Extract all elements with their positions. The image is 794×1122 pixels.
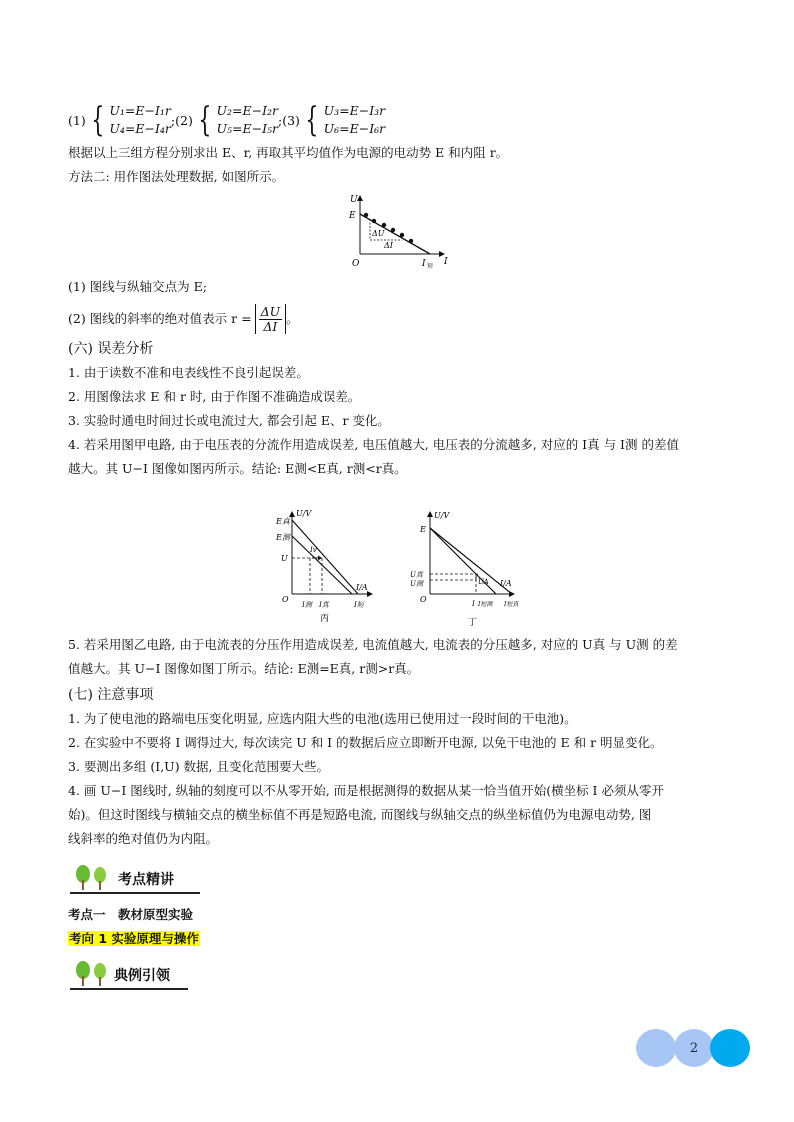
graph-point bbox=[382, 223, 386, 227]
bing-label-imeas: I测 bbox=[302, 601, 312, 609]
error-item-5-line2: 值越大。其 U−I 图像如图丁所示。结论: E测=E真, r测>r真。 bbox=[68, 661, 420, 676]
dianli-tag bbox=[70, 960, 202, 990]
bing-label-etrue: E真 bbox=[276, 517, 290, 526]
tree-icon bbox=[72, 960, 114, 988]
note-item-4-line3: 线斜率的绝对值仍为内阻。 bbox=[68, 831, 219, 846]
ding-u-arrow bbox=[427, 511, 433, 517]
bing-label-ia: I/A bbox=[356, 583, 368, 592]
method1-summary: 根据以上三组方程分别求出 E、r, 再取其平均值作为电源的电动势 E 和内阻 r。 bbox=[68, 145, 509, 160]
graph-label-i: I bbox=[444, 257, 448, 267]
error-analysis-heading: (六) 误差分析 bbox=[68, 341, 154, 357]
brace-2: { bbox=[198, 100, 212, 140]
kaoxiang-1-row bbox=[68, 930, 200, 948]
kaoxiang-1-title: 考向 1 实验原理与操作 bbox=[69, 931, 199, 946]
error-item-4-line2: 越大。其 U−I 图像如图丙所示。结论: E测<E真, r测<r真。 bbox=[68, 461, 407, 476]
figure-bing bbox=[274, 506, 378, 626]
brace-3: { bbox=[305, 100, 319, 140]
graph-point bbox=[391, 228, 395, 232]
footer-circle-left bbox=[636, 1029, 676, 1067]
g1-eq2: U₄=E−I₄r bbox=[109, 121, 171, 136]
error-item-3: 3. 实验时通电时间过长或电流过大, 都会引起 E、r 变化。 bbox=[68, 413, 390, 428]
method2-title: 方法二: 用作图法处理数据, 如图所示。 bbox=[68, 169, 285, 184]
bing-u-arrow bbox=[289, 511, 295, 517]
graph-label-o: O bbox=[352, 259, 360, 269]
graph-point bbox=[409, 239, 413, 243]
kaodian-tag-label: 考点精讲 bbox=[118, 872, 174, 888]
fraction-denominator: ΔI bbox=[263, 318, 278, 334]
equation-groups bbox=[68, 100, 385, 140]
bing-label-iv: Iv bbox=[310, 546, 317, 554]
tree-icon bbox=[72, 864, 114, 892]
ding-label-ua: UA bbox=[478, 578, 489, 586]
group1-label: (1) bbox=[68, 112, 86, 128]
graph-label-ishort: I bbox=[422, 259, 426, 269]
g2-eq2: U₅=E−I₅r bbox=[216, 121, 279, 136]
graph-label-ishort-sub: 短 bbox=[427, 263, 434, 270]
graph-point bbox=[372, 219, 376, 223]
graph-label-u: U bbox=[350, 195, 358, 205]
notes-heading: (七) 注意事项 bbox=[68, 687, 154, 703]
g1-eq1: U₁=E−I₁r bbox=[109, 103, 171, 118]
bing-label-itrue: I真 bbox=[319, 601, 329, 609]
method2-point2 bbox=[68, 304, 299, 334]
g2-eq1: U₂=E−I₂r bbox=[216, 103, 279, 118]
bing-label-uv: U/V bbox=[296, 509, 312, 518]
ding-label-e: E bbox=[420, 525, 426, 534]
note-item-4-line1: 4. 画 U−I 图线时, 纵轴的刻度可以不从零开始, 而是根据测得的数据从某一恰当值开始(横坐标 I 必须从零开 bbox=[68, 783, 664, 798]
bing-true-line bbox=[292, 520, 358, 594]
ding-label-ia: I/A bbox=[500, 579, 512, 588]
ding-label-o: O bbox=[420, 595, 427, 604]
graph-fit-line bbox=[360, 214, 430, 254]
graph-label-du: ΔU bbox=[372, 229, 385, 238]
error-item-4-line1: 4. 若采用图甲电路, 由于电压表的分流作用造成误差, 电压值越大, 电压表的分流越多, 对应的 I真 与 I测 的差值 bbox=[68, 437, 679, 452]
graph-u-arrow bbox=[357, 195, 363, 201]
note-item-4-line2: 始)。但这时图线与横轴交点的横坐标值不再是短路电流, 而图线与纵轴交点的纵坐标值仍为电源电动势, 图 bbox=[68, 807, 652, 822]
note-item-2: 2. 在实验中不要将 I 调得过大, 每次读完 U 和 I 的数据后应立即断开电源, 以免干电池的 E 和 r 明显变化。 bbox=[68, 735, 663, 750]
ding-label-uv: U/V bbox=[434, 511, 450, 520]
error-item-5-line1: 5. 若采用图乙电路, 由于电流表的分压作用造成误差, 电流值越大, 电流表的分压越多, 对应的 U真 与 U测 的差 bbox=[68, 637, 678, 652]
error-item-1: 1. 由于读数不准和电表线性不良引起误差。 bbox=[68, 365, 309, 380]
g3-eq1: U₃=E−I₃r bbox=[323, 103, 386, 118]
error-item-2: 2. 用图像法求 E 和 r 时, 由于作图不准确造成误差。 bbox=[68, 389, 361, 404]
bing-label-o: O bbox=[282, 595, 289, 604]
group3-label: ;(3) bbox=[278, 112, 300, 128]
kaodian-1-title: 考点一 教材原型实验 bbox=[68, 907, 194, 922]
group1-equations bbox=[109, 102, 171, 138]
brace-1: { bbox=[91, 100, 105, 140]
group3-equations bbox=[324, 102, 386, 138]
graph-point bbox=[364, 213, 368, 217]
bing-label-emeas: E测 bbox=[276, 533, 290, 542]
graph-label-di: ΔI bbox=[384, 241, 393, 250]
g3-eq2: U₆=E−I₆r bbox=[323, 121, 386, 136]
bing-i-arrow bbox=[367, 591, 373, 597]
ding-label-ishort-meas: I短测 bbox=[478, 601, 493, 608]
point2-prefix: (2) 图线的斜率的绝对值表示 r = bbox=[68, 311, 252, 326]
ding-label-i: I bbox=[472, 600, 475, 608]
ding-caption: 丁 bbox=[468, 618, 478, 628]
footer-circle-right bbox=[710, 1029, 750, 1067]
ding-label-ishort-true: I短真 bbox=[504, 601, 519, 608]
graph-point bbox=[400, 233, 404, 237]
kaodian-underline bbox=[70, 892, 200, 894]
bing-iv-arrowhead bbox=[318, 556, 322, 561]
figure-ding bbox=[408, 506, 532, 630]
note-item-3: 3. 要测出多组 (I,U) 数据, 且变化范围要大些。 bbox=[68, 759, 329, 774]
dianli-underline bbox=[70, 988, 188, 990]
abs-fraction bbox=[255, 304, 287, 334]
method2-point1: (1) 图线与纵轴交点为 E; bbox=[68, 279, 207, 294]
graph-label-e: E bbox=[349, 211, 356, 221]
page-number: 2 bbox=[689, 1040, 699, 1056]
method2-graph bbox=[340, 192, 460, 272]
point2-suffix: 。 bbox=[286, 311, 299, 326]
fraction-numerator: ΔU bbox=[260, 303, 281, 319]
ding-label-umeas: U测 bbox=[410, 580, 423, 588]
group2-equations bbox=[216, 102, 278, 138]
group2-label: ;(2) bbox=[170, 112, 193, 128]
dianli-tag-label: 典例引领 bbox=[114, 968, 170, 984]
note-item-1: 1. 为了使电池的路端电压变化明显, 应选内阻大些的电池(选用已使用过一段时间的干电池)。 bbox=[68, 711, 577, 726]
bing-caption: 丙 bbox=[320, 614, 330, 624]
ding-label-utrue: U真 bbox=[410, 571, 423, 579]
bing-label-ishort: I短 bbox=[354, 601, 364, 609]
kaodian-tag bbox=[70, 864, 202, 894]
bing-label-u: U bbox=[281, 554, 288, 563]
